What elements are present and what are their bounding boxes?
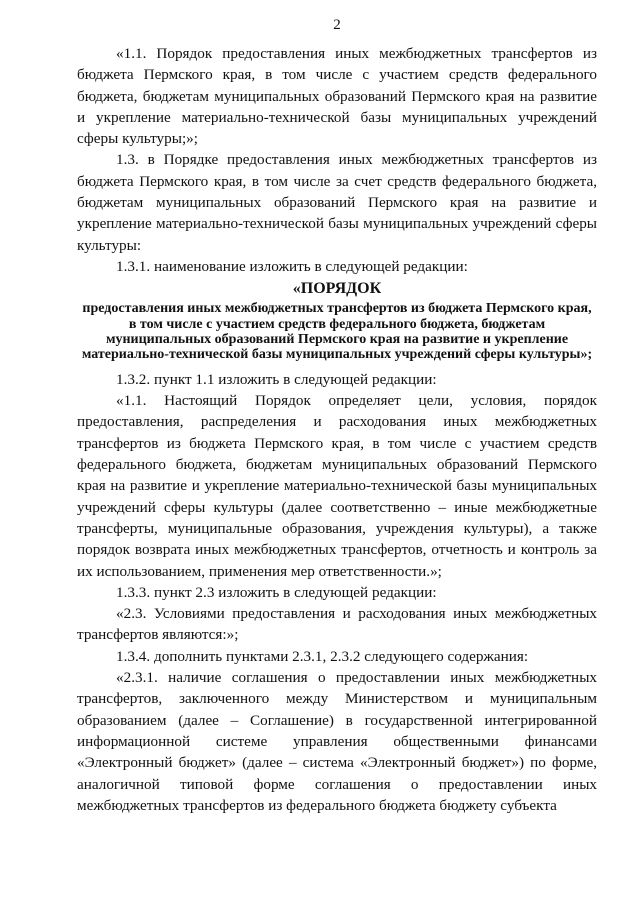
paragraph-1-1-name: «1.1. Порядок предоставления иных межбюджетных трансфертов из бюджета Пермского края, в том числе с участием средств федерального бюджета, бюджетам муниципальных образований Пермского края на развитие и укрепление материально-технической базы муниципальных учреждений сферы культуры;»;: [77, 45, 597, 148]
paragraph-1-3-4: 1.3.4. дополнить пунктами 2.3.1, 2.3.2 следующего содержания:: [116, 647, 529, 665]
paragraph-1-3-3: 1.3.3. пункт 2.3 изложить в следующей редакции:: [116, 583, 437, 601]
paragraph-1-3-1: 1.3.1. наименование изложить в следующей редакции:: [116, 257, 468, 275]
paragraph-2-3-1: «2.3.1. наличие соглашения о предоставлении иных межбюджетных трансфертов, заключенного между Министерством и муниципальным образованием (далее – Соглашение) в государственной интегрированной информационной системе управления общественными финансами «Электронный бюджет» (далее – система «Электронный бюджет») по форме, аналогичной типовой форме соглашения о предоставлении иных межбюджетных трансфертов из федерального бюджета бюджету субъекта: [77, 669, 597, 814]
paragraph-1-3-2: 1.3.2. пункт 1.1 изложить в следующей редакции:: [116, 370, 437, 388]
procedure-subtitle: предоставления иных межбюджетных трансфертов из бюджета Пермского края, в том числе с участием средств федерального бюджета, бюджетам муниципальных образований Пермского края на развитие и укрепление материально-технической базы муниципальных учреждений сферы культуры»;: [81, 301, 593, 363]
paragraph-1-3: 1.3. в Порядке предоставления иных межбюджетных трансфертов из бюджета Пермского края, в том числе за счет средств федерального бюджета, бюджетам муниципальных образований Пермского края на развитие и укрепление материально-технической базы муниципальных учреждений сферы культуры:: [77, 151, 597, 254]
paragraph-1-1-new: «1.1. Настоящий Порядок определяет цели, условия, порядок предоставления, распределения и расходования иных межбюджетных трансфертов из бюджета Пермского края, в том числе с участием средств федерального бюджета, бюджетам муниципальных образований Пермского края на развитие и укрепление материально-технической базы муниципальных учреждений сферы культуры (далее соответственно – иные межбюджетные трансферты, муниципальные образования, учреждения культуры), а также порядок возврата иных межбюджетных трансфертов, отчетность и контроль за их использованием, применения мер ответственности.»;: [77, 392, 597, 580]
procedure-title: «ПОРЯДОК: [292, 280, 382, 298]
paragraph-2-3: «2.3. Условиями предоставления и расходования иных межбюджетных трансфертов являются:»;: [77, 605, 597, 644]
page-number: 2: [333, 17, 341, 33]
